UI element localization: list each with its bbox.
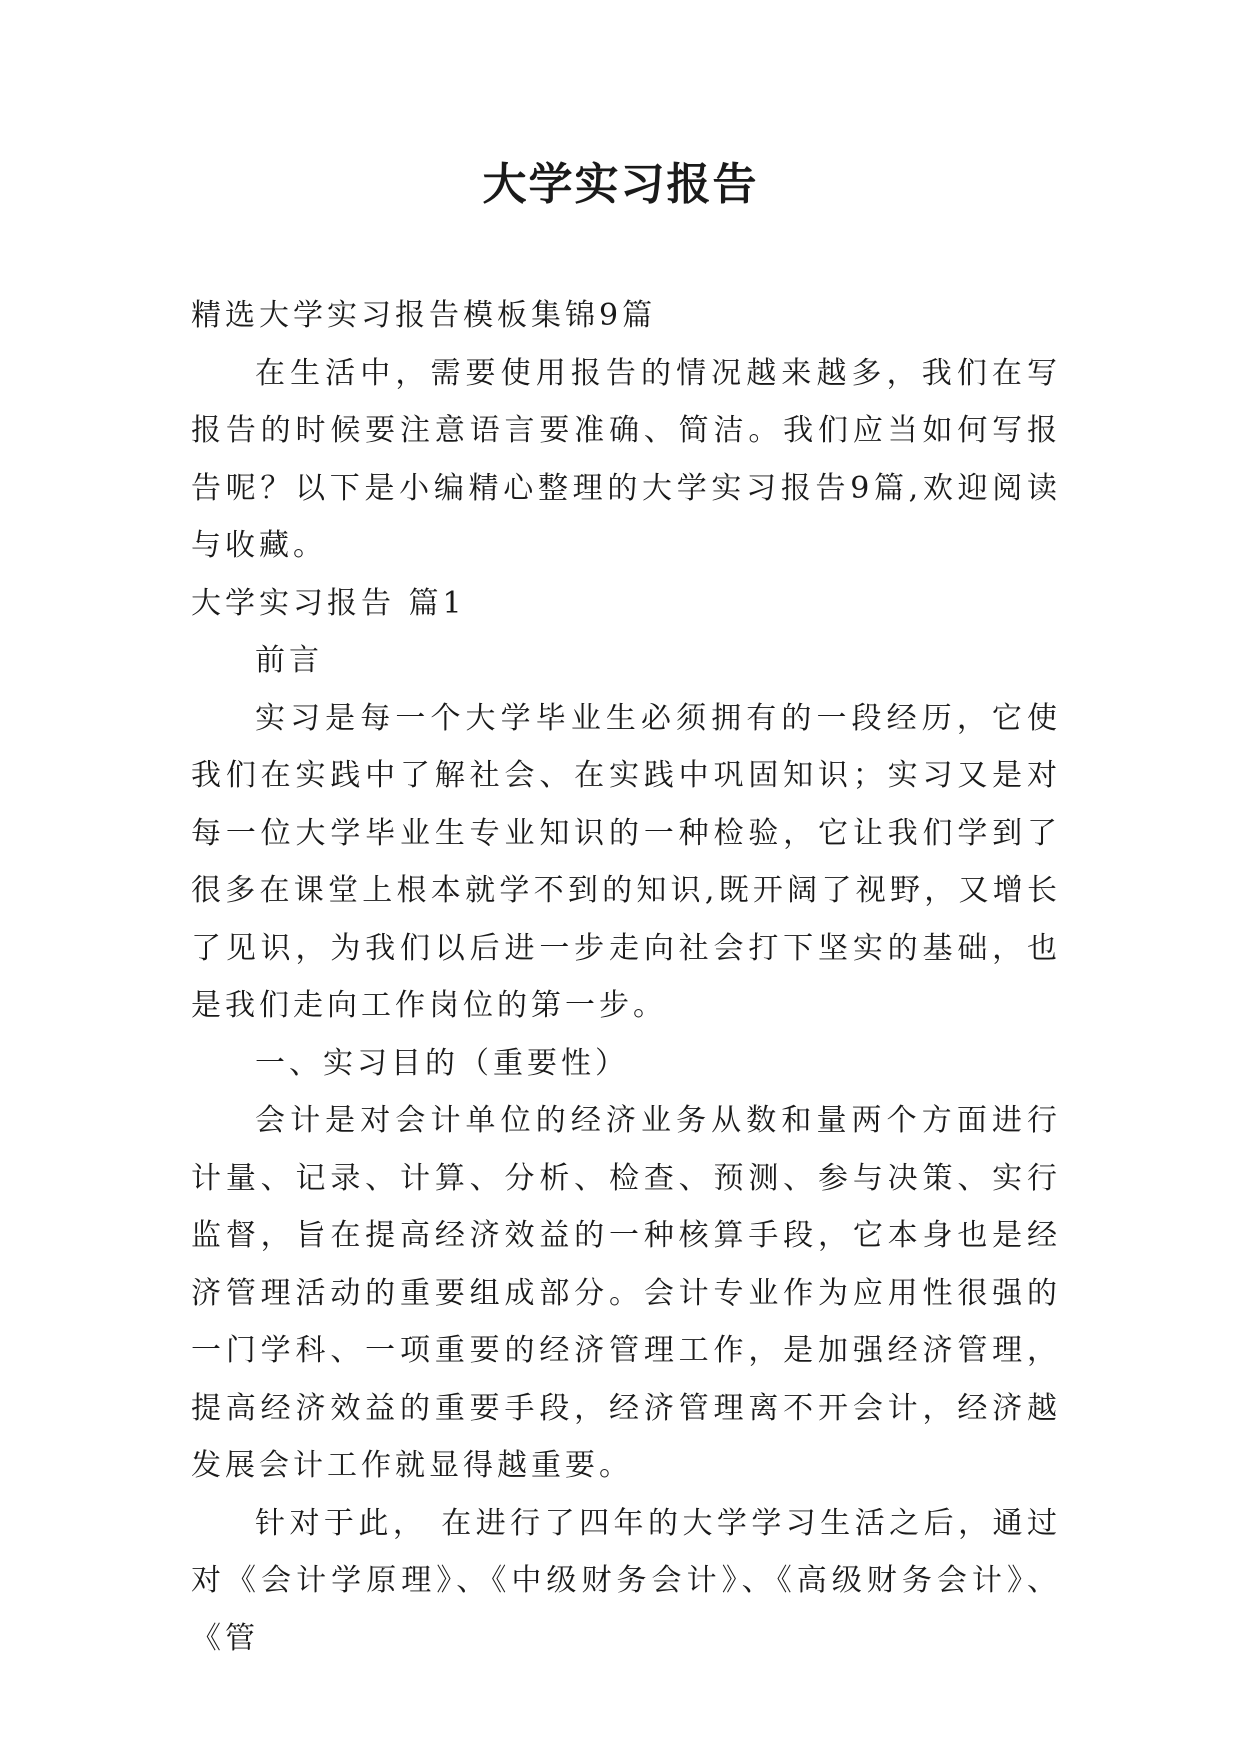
preface-paragraph: 实习是每一个大学毕业生必须拥有的一段经历，它使我们在实践中了解社会、在实践中巩固知识；实习又是对每一位大学毕业生专业知识的一种检验，它让我们学到了很多在课堂上根本就学不到的知识,既开阔了视野，又增长了见识，为我们以后进一步走向社会打下坚实的基础，也是我们走向工作岗位的第一步。 [191, 700, 1061, 1023]
subtitle-line: 精选大学实习报告模板集锦9篇 [191, 298, 657, 333]
intro-paragraph: 在生活中，需要使用报告的情况越来越多，我们在写报告的时候要注意语言要准确、简洁。我们应当如何写报告呢？以下是小编精心整理的大学实习报告9篇,欢迎阅读与收藏。 [191, 355, 1061, 563]
accounting-paragraph: 会计是对会计单位的经济业务从数和量两个方面进行计量、记录、计算、分析、检查、预测、参与决策、实行监督，旨在提高经济效益的一种核算手段，它本身也是经济管理活动的重要组成部分。会计专业作为应用性很强的一门学科、一项重要的经济管理工作，是加强经济管理，提高经济效益的重要手段，经济管理离不开会计，经济越发展会计工作就显得越重要。 [191, 1103, 1061, 1483]
preface-heading: 前言 [255, 643, 323, 678]
purpose-heading: 一、实习目的（重要性） [255, 1045, 629, 1081]
document-title: 大学实习报告 [482, 159, 759, 210]
study-paragraph: 针对于此， 在进行了四年的大学学习生活之后，通过对《会计学原理》、《中级财务会计》、《高级财务会计》、《管 [191, 1505, 1061, 1656]
section-heading: 大学实习报告 篇1 [191, 585, 466, 621]
document-body [191, 287, 1061, 1667]
